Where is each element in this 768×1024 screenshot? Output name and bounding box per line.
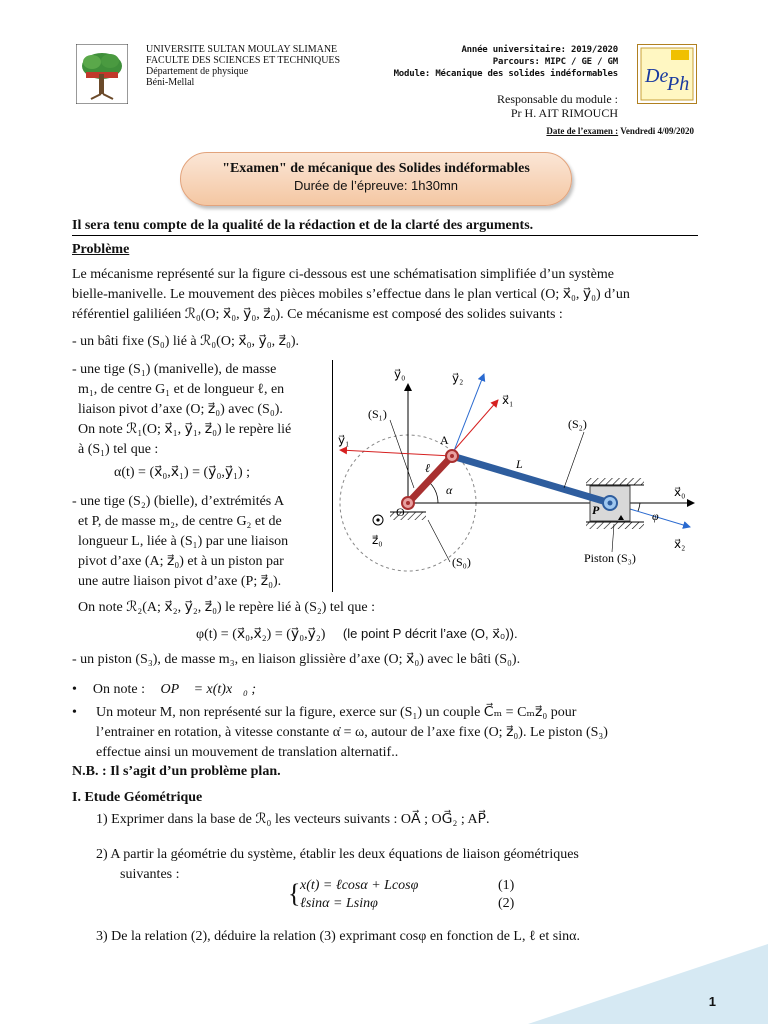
label-O: O [396,505,405,519]
academic-year: Année universitaire: 2019/2020 [461,45,618,55]
label-y0: y⃗₀ [394,367,406,381]
label-A: A [440,433,449,447]
university-logo [76,44,128,104]
exam-title-banner [180,152,572,206]
exam-date-label: Date de l’examen : [546,126,619,136]
equation-2-number: (2) [498,896,515,911]
item-piston: - un piston (S₃), de masse m₃, en liaison glissière d’axe (O; x⃗₀) avec le bâti (S₀). [72,652,521,667]
course-info [394,44,618,80]
item-tige1 [72,360,330,460]
problem-heading: Problème [72,242,130,257]
tige2-line: une autre liaison pivot d’axe (P; z⃗₀). [78,574,282,589]
tige2-line: et P, de masse m₂, de centre G₂ et de [78,514,282,529]
department-name: Département de physique [146,66,249,77]
bullet2-line: Un moteur M, non représenté sur la figure, exerce sur (S₁) un couple C⃗ₘ = Cₘz⃗₀ pour [96,705,577,720]
bullet-1: • On note : OP⃗ = x(t)x⃗₀ ; [72,682,257,697]
leader-S2 [564,432,584,488]
leader-S0 [428,520,450,562]
item-bati: - un bâti fixe (S₀) lié à ℛ₀(O; x⃗₀, y⃗₀, z⃗₀). [72,334,300,349]
q2-line: 2) A partir la géométrie du système, établir les deux équations de liaison géométriques [96,847,579,862]
intro-line: Le mécanisme représenté sur la figure ci-dessous est une schématisation simplifiée d’un système [72,267,614,282]
equation-1: x(t) = ℓcosα + Lcosφ [300,878,419,893]
responsable-label: Responsable du module : [497,92,618,106]
alpha-equation: α(t) = (x⃗₀,x⃗₁) = (y⃗₀,y⃗₁) ; [114,465,251,480]
label-P: P [592,503,600,517]
label-x0: x⃗₀ [674,485,686,499]
label-x1: x⃗₁ [502,393,514,407]
y2-axis [452,374,484,456]
rail-bottom [586,522,644,529]
label-y1: y⃗₁ [338,433,350,447]
q2-line: suivantes : [120,867,180,882]
bullet2-line: effectue ainsi un mouvement de translation alternatif.. [96,745,399,760]
bullet1-formula: OP⃗ = x(t)x⃗₀ ; [160,682,257,697]
dephys-logo [637,44,697,104]
bullet2-line: l’entrainer en rotation, à vitesse constante α̇ = ω, autour de l’axe fixe (O; z⃗₀). Le piston (S₃) [96,725,608,740]
nb-note: N.B. : Il s’agit d’un problème plan. [72,764,281,779]
university-block [146,44,340,88]
tige2-line: - une tige (S₂) (bielle), d’extrémités A [72,494,285,509]
tige2-line: pivot d’axe (A; z⃗₀) et à un piston par [78,554,284,569]
tige1-line: On note ℛ₁(O; x⃗₁, y⃗₁, z⃗₀) le repère lié [78,422,292,437]
phi-equation [196,624,518,645]
label-ell: ℓ [425,461,430,475]
label-piston: Piston (S₃) [584,551,636,565]
module-name: Module: Mécanique des solides indéformables [393,69,618,79]
tige1-line: à (S₁) tel que : [78,442,159,457]
label-x2: x⃗₂ [674,537,686,551]
bullet1-label: On note : [92,682,146,697]
label-y2: y⃗₂ [452,371,464,385]
equation-2: ℓsinα = Lsinφ [300,896,378,911]
intro-paragraph [72,265,698,325]
corner-decoration [528,944,768,1024]
column-divider [332,360,333,592]
page-number: 1 [708,994,716,1009]
tige1-line: - une tige (S₁) (manivelle), de masse [72,362,277,377]
bullet-2: • Un moteur M, non représenté sur la figure, exerce sur (S₁) un couple C⃗ₘ = Cₘz⃗₀ pour l’entrainer en rotation, à vitesse constante α̇ = ω, autour de l’axe fixe (O; z⃗₀). Le piston (S₃) effectue ainsi un mouvement de translation alternatif.. [72,703,698,763]
label-z0: z⃗₀ [372,533,383,547]
university-name: UNIVERSITE SULTAN MOULAY SLIMANE [146,44,338,55]
intro-note: Il sera tenu compte de la qualité de la rédaction et de la clarté des arguments. [72,218,534,233]
y1-axis [340,450,452,456]
section1-title: I. Etude Géométrique [72,790,203,805]
svg-text:De: De [645,65,669,87]
responsable-block [497,92,618,120]
svg-text:Ph: Ph [667,73,690,95]
label-phi: φ [652,509,659,523]
rail-top [586,478,644,485]
phi-note: (le point P décrit l’axe (O, x⃗₀)). [342,626,518,641]
label-S2: (S₂) [568,417,587,431]
intro-line: bielle-manivelle. Le mouvement des pièces mobiles s’effectue dans le plan vertical (O; x⃗₀, y⃗₀) d’un [72,287,630,302]
faculty-name: FACULTE DES SCIENCES ET TECHNIQUES [146,55,341,66]
label-S1: (S₁) [368,407,387,421]
city-name: Béni-Mellal [146,77,195,88]
tige1-line: liaison pivot d’axe (O; z⃗₀) avec (S₀). [78,402,283,417]
item-tige2 [72,492,330,592]
equation-1-number: (1) [498,878,515,893]
equation-brace: { [288,879,301,908]
label-S0: (S₀) [452,555,471,569]
mechanism-figure [334,360,704,592]
exam-duration: Durée de l’épreuve: 1h30mn [293,178,459,193]
label-alpha: α [446,483,453,497]
question-1: 1) Exprimer dans la base de ℛ₀ les vecteurs suivants : OA⃗ ; OG⃗₂ ; AP⃗. [96,812,490,827]
phi-arc [638,503,640,511]
tige2-line: longueur L, liée à (S₁) par une liaison [78,534,289,549]
parcours: Parcours: MIPC / GE / GM [492,57,618,67]
phi-eq: φ(t) = (x⃗₀,x⃗₂) = (y⃗₀,y⃗₂) [196,627,326,642]
exam-title: "Examen" de mécanique des Solides indéformables [222,161,530,176]
question-3: 3) De la relation (2), déduire la relation (3) exprimant cosφ en fonction de L, ℓ et sinα. [96,929,580,944]
intro-line: référentiel galiliéen ℛ₀(O; x⃗₀, y⃗₀, z⃗₀). Ce mécanisme est composé des solides suivants : [72,307,563,322]
exam-date-value: Vendredi 4/09/2020 [618,126,694,136]
exam-date [546,126,694,136]
tige1-line: m₁, de centre G₁ et de longueur ℓ, en [78,382,285,397]
responsable-name: Pr H. AIT RIMOUCH [510,106,618,120]
divider [72,235,698,236]
r2-definition: On note ℛ₂(A; x⃗₂, y⃗₂, z⃗₀) le repère lié à (S₂) tel que : [78,600,376,615]
label-L: L [516,457,523,471]
